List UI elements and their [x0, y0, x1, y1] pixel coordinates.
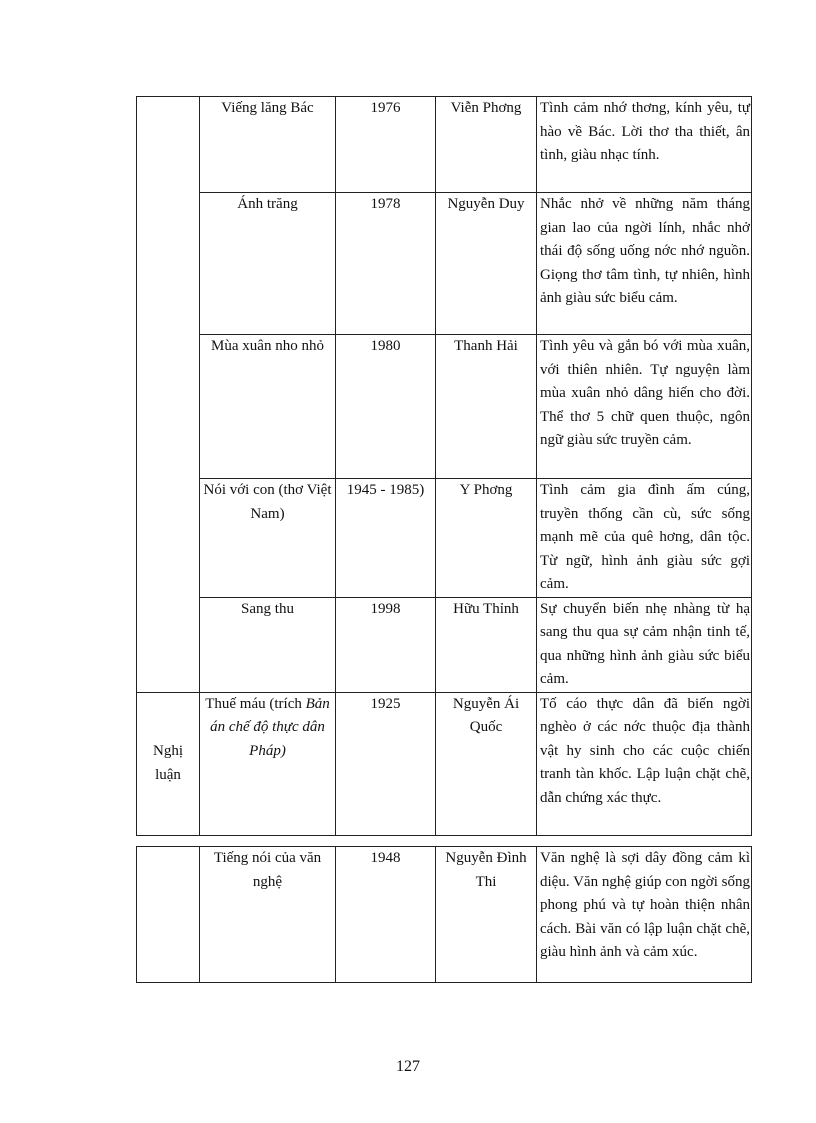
work-title: Mùa xuân nho nhỏ: [200, 335, 336, 479]
table-row: [137, 847, 752, 983]
work-year: 1976: [336, 97, 436, 193]
work-title: [200, 692, 336, 835]
work-author: Viễn Phơng: [436, 97, 537, 193]
genre-cell: [137, 847, 200, 983]
work-title-italic: Bản án chế độ thực dân Pháp): [210, 695, 330, 759]
table-row: [137, 335, 752, 479]
work-author: Nguyễn Đình Thi: [436, 847, 537, 983]
work-title-main: Thuế máu (trích: [205, 695, 302, 712]
table-row: [137, 193, 752, 335]
table-row: [137, 479, 752, 598]
work-author: Y Phơng: [436, 479, 537, 598]
work-year: 1948: [336, 847, 436, 983]
work-year: 1980: [336, 335, 436, 479]
work-description: Tình cảm nhớ thơng, kính yêu, tự hào về Bác. Lời thơ tha thiết, ân tình, giàu nhạc tính.: [537, 97, 752, 193]
work-description: Nhắc nhở về những năm tháng gian lao của ngời lính, nhắc nhở thái độ sống uống nớc nhớ nguồn. Giọng thơ tâm tình, tự nhiên, hình ảnh giàu sức biểu cảm.: [537, 193, 752, 335]
work-description: Tình cảm gia đình ấm cúng, truyền thống cần cù, sức sống mạnh mẽ của quê hơng, dân tộc. Từ ngữ, hình ảnh giàu sức gợi cảm.: [537, 479, 752, 598]
work-title: Viếng lăng Bác: [200, 97, 336, 193]
work-description: Tố cáo thực dân đã biến ngời nghèo ở các nớc thuộc địa thành vật hy sinh cho các cuộc chiến tranh tàn khốc. Lập luận chặt chẽ, dẫn chứng xác thực.: [537, 692, 752, 835]
work-description: Sự chuyển biến nhẹ nhàng từ hạ sang thu qua sự cảm nhận tinh tế, qua những hình ảnh giàu sức biểu cảm.: [537, 597, 752, 692]
work-year: 1945 - 1985): [336, 479, 436, 598]
work-description: Tình yêu và gắn bó với mùa xuân, với thiên nhiên. Tự nguyện làm mùa xuân nhỏ dâng hiến cho đời. Thể thơ 5 chữ quen thuộc, ngôn ngữ giàu sức truyền cảm.: [537, 335, 752, 479]
work-author: Nguyễn Ái Quốc: [436, 692, 537, 835]
work-year: 1978: [336, 193, 436, 335]
genre-cell: [137, 97, 200, 693]
work-year: 1925: [336, 692, 436, 835]
genre-cell: Nghị luận: [137, 692, 200, 835]
page-number: 127: [396, 1058, 420, 1075]
work-author: Thanh Hải: [436, 335, 537, 479]
work-title: Tiếng nói của văn nghệ: [200, 847, 336, 983]
work-title: Ánh trăng: [200, 193, 336, 335]
work-author: Hữu Thỉnh: [436, 597, 537, 692]
table-row: [137, 597, 752, 692]
work-title: Sang thu: [200, 597, 336, 692]
work-year: 1998: [336, 597, 436, 692]
literature-table: [136, 96, 752, 836]
work-author: Nguyễn Duy: [436, 193, 537, 335]
literature-table-continued: [136, 846, 752, 983]
work-title: Nói với con (thơ Việt Nam): [200, 479, 336, 598]
table-row: [137, 97, 752, 193]
work-description: Văn nghệ là sợi dây đồng cảm kì diệu. Văn nghệ giúp con ngời sống phong phú và tự hoàn thiện nhân cách. Bài văn có lập luận chặt chẽ, giàu hình ảnh và cảm xúc.: [537, 847, 752, 983]
table-row: [137, 692, 752, 835]
